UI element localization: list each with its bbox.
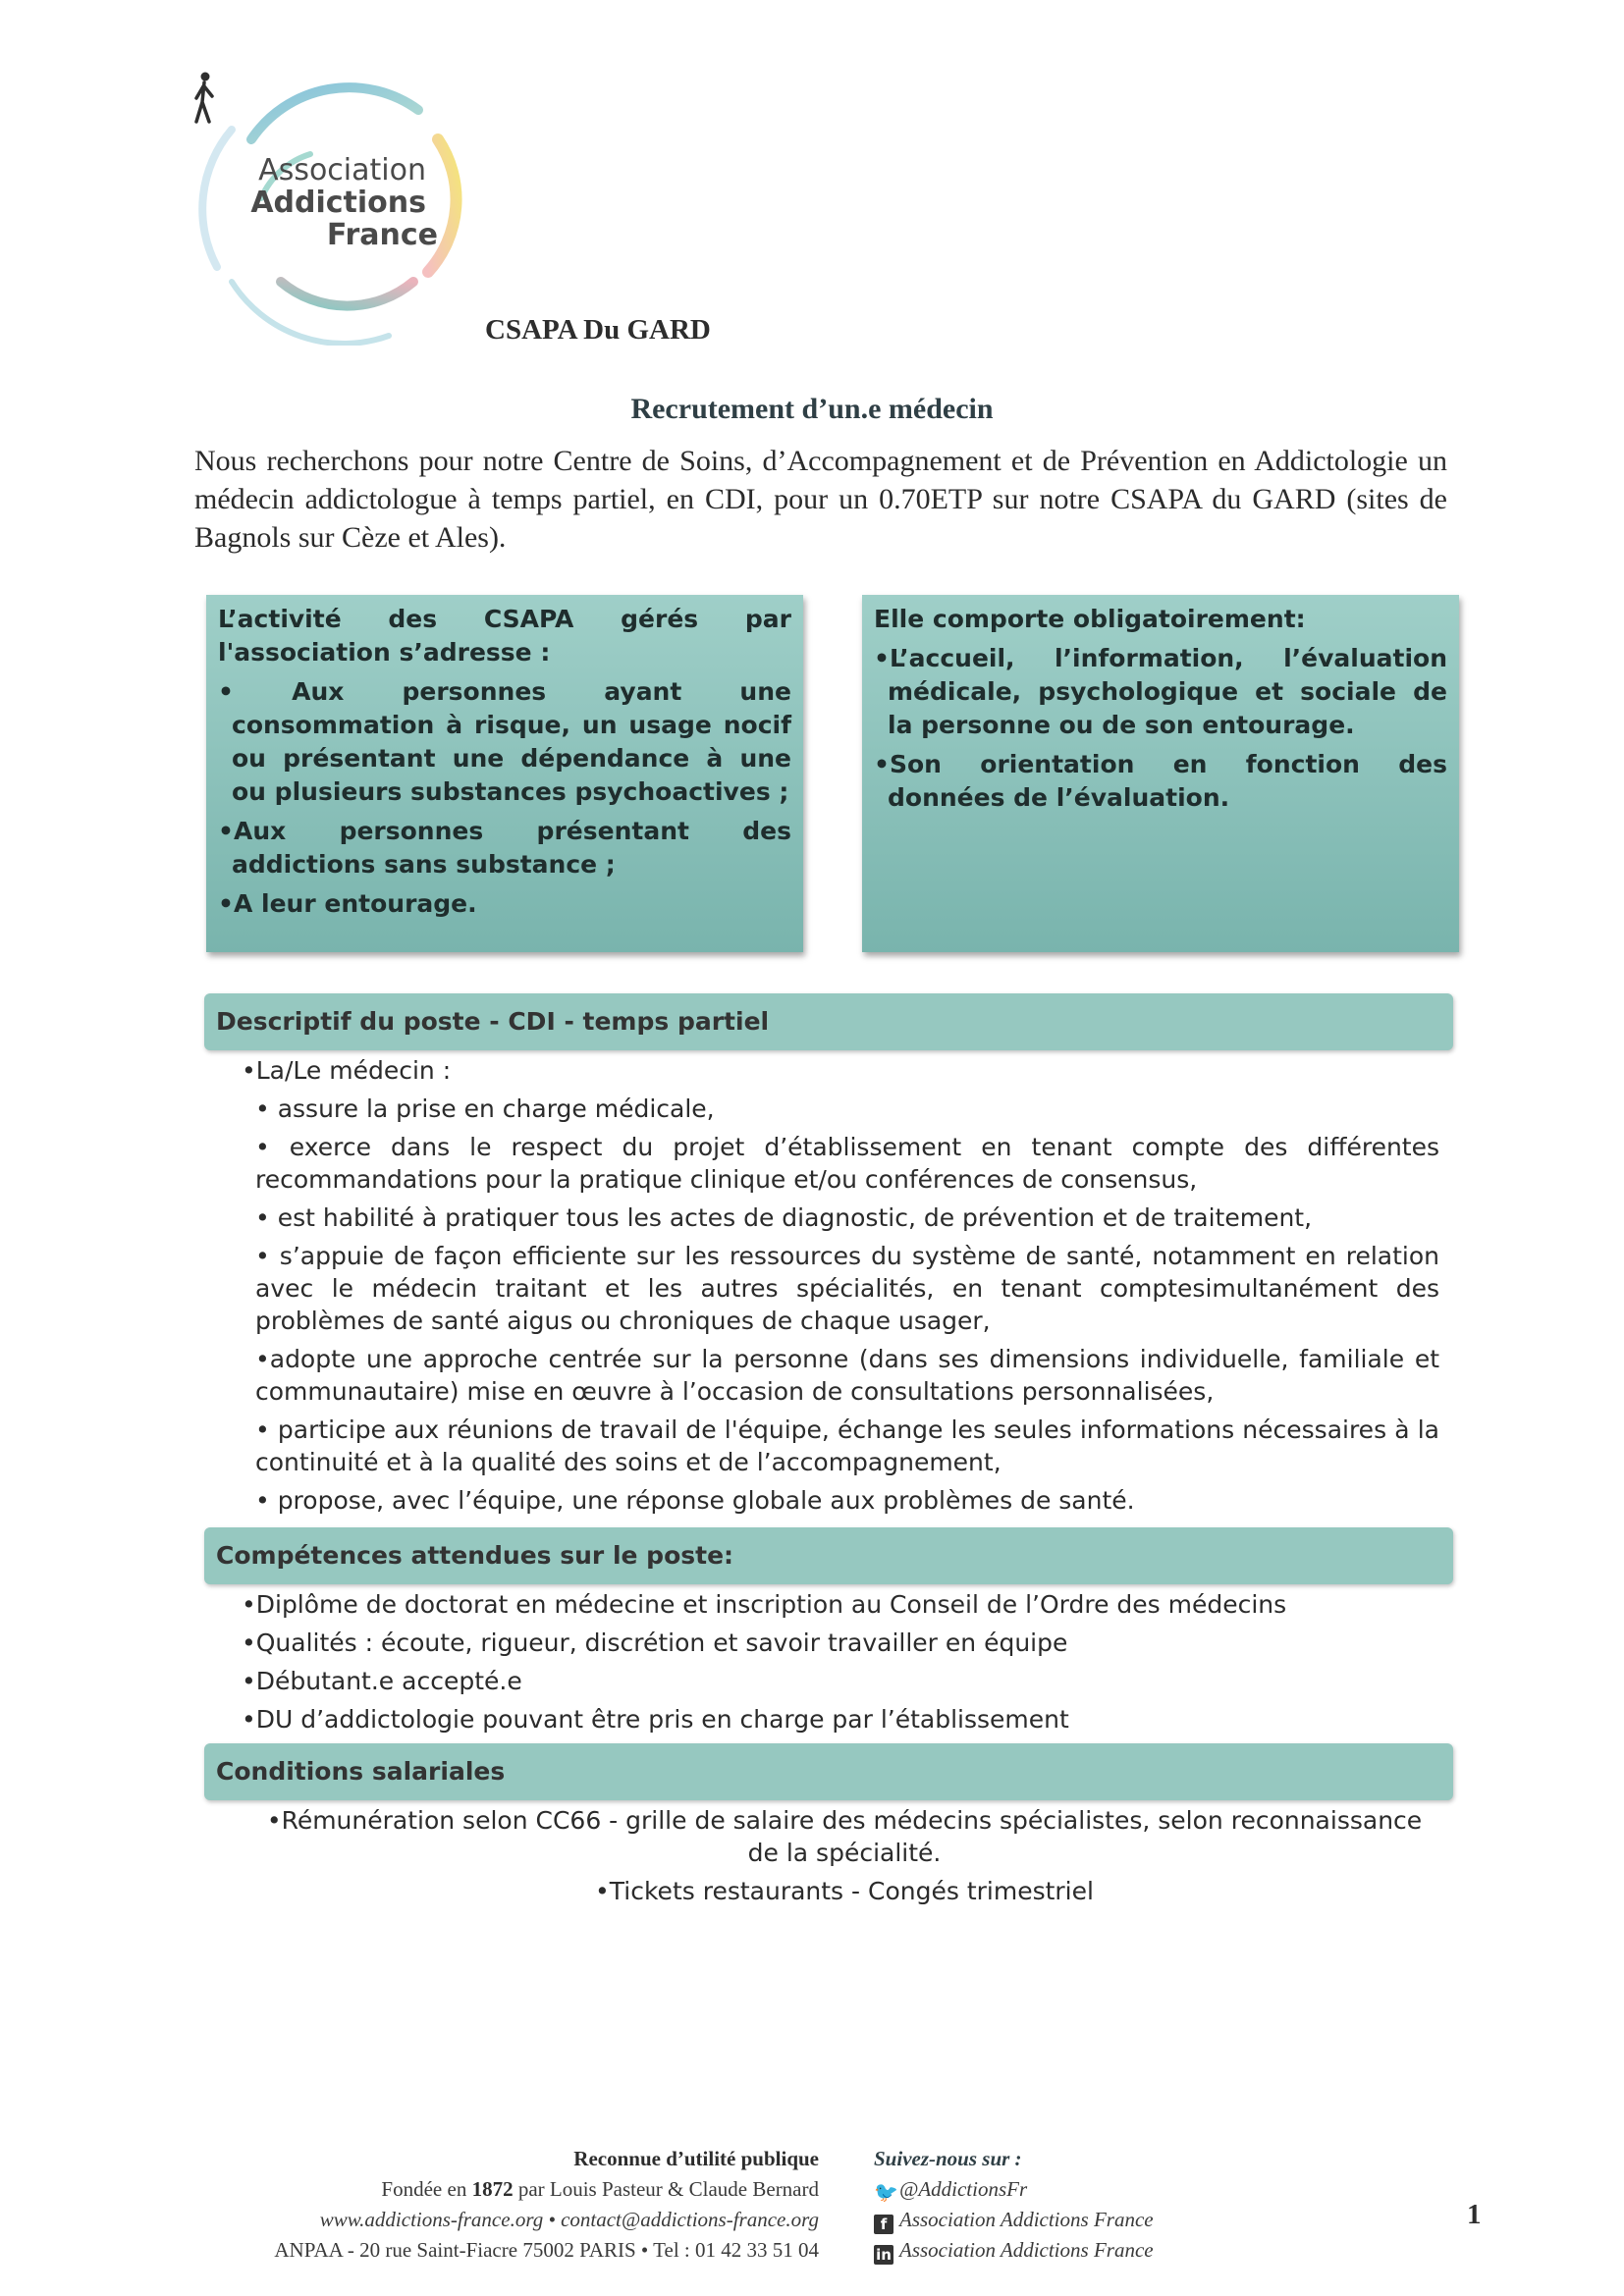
list-item: • s’appuie de façon efficiente sur les ressources du système de santé, notamment en relation avec le médecin traitant et les autres spécialités, en tenant comptesimultanément des problèmes de santé aigus ou chroniques de chaque usager, bbox=[255, 1242, 1439, 1335]
list-item: •A leur entourage. bbox=[218, 889, 477, 918]
list-item: •Débutant.e accepté.e bbox=[242, 1667, 522, 1695]
activity-box-list bbox=[218, 675, 791, 921]
activity-box bbox=[206, 595, 803, 952]
facebook-icon: f bbox=[874, 2215, 893, 2234]
list-item: •Qualités : écoute, rigueur, discrétion et savoir travailler en équipe bbox=[242, 1629, 1068, 1657]
list-item: •Diplôme de doctorat en médecine et inscription au Conseil de l’Ordre des médecins bbox=[242, 1590, 1287, 1619]
list-item: •Rémunération selon CC66 - grille de salaire des médecins spécialistes, selon reconnaissance de la spécialité. bbox=[266, 1806, 1423, 1867]
list-item: • participe aux réunions de travail de l'équipe, échange les seules informations nécessaires à la continuité et à la qualité des soins et de l’accompagnement, bbox=[255, 1415, 1439, 1476]
linkedin-icon: in bbox=[874, 2245, 893, 2265]
footer-contacts: www.addictions-france.org • contact@addictions-france.org bbox=[319, 2208, 819, 2231]
activity-box-heading: L’activité des CSAPA gérés par l'association s’adresse : bbox=[218, 605, 791, 667]
footer-reconnue: Reconnue d’utilité publique bbox=[573, 2147, 819, 2170]
obligations-box-list bbox=[874, 642, 1447, 815]
list-item: •L’accueil, l’information, l’évaluation médicale, psychologique et sociale de la personne ou de son entourage. bbox=[874, 644, 1447, 739]
section-header-conditions: Conditions salariales bbox=[204, 1743, 1453, 1800]
footer-info bbox=[274, 2144, 819, 2266]
list-item: • est habilité à pratiquer tous les actes de diagnostic, de prévention et de traitement, bbox=[255, 1203, 1313, 1232]
twitter-icon: 🐦 bbox=[874, 2180, 898, 2204]
list-item: •DU d’addictologie pouvant être pris en charge par l’établissement bbox=[242, 1705, 1069, 1734]
logo-line-2: Addictions bbox=[250, 186, 426, 220]
list-item: • exerce dans le respect du projet d’établissement en tenant compte des différentes recommandations pour la pratique clinique et/ou conférences de consensus, bbox=[255, 1133, 1439, 1194]
list-item: •adopte une approche centrée sur la personne (dans ses dimensions individuelle, familiale et communautaire) mise en œuvre à l’occasion de consultations personnalisées, bbox=[255, 1345, 1439, 1406]
list-item: •Aux personnes présentant des addictions sans substance ; bbox=[218, 817, 791, 879]
footer-social bbox=[874, 2144, 1154, 2266]
list-item: •La/Le médecin : bbox=[242, 1056, 452, 1085]
site-name: CSAPA Du GARD bbox=[485, 314, 711, 346]
section-header-poste: Descriptif du poste - CDI - temps partiel bbox=[204, 993, 1453, 1050]
list-item: • assure la prise en charge médicale, bbox=[255, 1095, 715, 1123]
list-item: • propose, avec l’équipe, une réponse globale aux problèmes de santé. bbox=[255, 1486, 1135, 1515]
website-link[interactable]: www.addictions-france.org bbox=[319, 2208, 544, 2231]
walker-icon bbox=[192, 71, 216, 130]
section-body-competences bbox=[242, 1588, 1439, 1741]
logo-line-1: Association bbox=[258, 153, 426, 187]
obligations-box-heading: Elle comporte obligatoirement: bbox=[874, 605, 1306, 633]
email-link[interactable]: contact@addictions-france.org bbox=[561, 2208, 819, 2231]
page-number: 1 bbox=[1467, 2199, 1482, 2230]
section-header-competences: Compétences attendues sur le poste: bbox=[204, 1527, 1453, 1584]
section-body-poste bbox=[242, 1054, 1439, 1522]
section-body-conditions bbox=[255, 1804, 1434, 1913]
facebook-link[interactable]: f Association Addictions France bbox=[874, 2205, 1154, 2235]
association-logo bbox=[192, 71, 477, 346]
footer-address: ANPAA - 20 rue Saint-Fiacre 75002 PARIS • Tel : 01 42 33 51 04 bbox=[274, 2238, 819, 2262]
page-title: Recrutement d’un.e médecin bbox=[630, 393, 994, 425]
list-item: •Son orientation en fonction des données de l’évaluation. bbox=[874, 750, 1447, 812]
twitter-link[interactable]: 🐦@AddictionsFr bbox=[874, 2177, 1028, 2204]
obligations-box bbox=[862, 595, 1459, 952]
list-item: •Tickets restaurants - Congés trimestriel bbox=[595, 1877, 1094, 1905]
intro-paragraph: Nous recherchons pour notre Centre de Soins, d’Accompagnement et de Prévention en Addictologie un médecin addictologue à temps partiel, en CDI, pour un 0.70ETP sur notre CSAPA du GARD (sites de Bagnols sur Cèze et Ales). bbox=[194, 445, 1447, 554]
list-item: • Aux personnes ayant une consommation à risque, un usage nocif ou présentant une dépendance à une ou plusieurs substances psychoactives ; bbox=[218, 677, 791, 806]
footer-fondee: Fondée en 1872 par Louis Pasteur & Claude Bernard bbox=[381, 2177, 819, 2201]
social-heading: Suivez-nous sur : bbox=[874, 2147, 1022, 2170]
logo-line-3: France bbox=[326, 218, 438, 252]
linkedin-link[interactable]: in Association Addictions France bbox=[874, 2235, 1154, 2266]
